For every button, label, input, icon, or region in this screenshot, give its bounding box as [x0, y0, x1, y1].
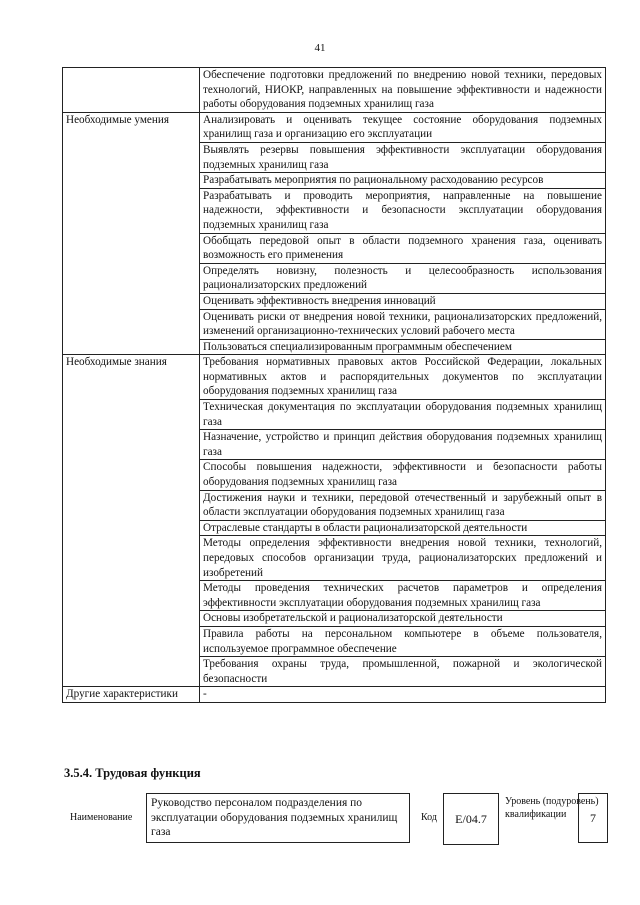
row-item: Основы изобретательской и рационализаторской деятельности	[200, 611, 606, 627]
row-item: Методы определения эффективности внедрения новой техники, технологий, передовых способов организации труда, рационализаторских предложений и изобретений	[200, 536, 606, 581]
row-item: Обеспечение подготовки предложений по внедрению новой техники, передовых технологий, НИОКР, направленных на повышение эффективности и надежности работы оборудования подземных хранилищ газа	[200, 68, 606, 113]
row-label	[63, 68, 200, 113]
row-item: Разрабатывать и проводить мероприятия, направленные на повышение надежности, эффективности и безопасности эксплуатации оборудования подземных хранилищ газа	[200, 188, 606, 233]
level-label: Уровень (подуровень) квалификации	[505, 796, 599, 820]
function-name-box: Руководство персоналом подразделения по эксплуатации оборудования подземных хранилищ газа	[146, 793, 410, 843]
row-item: Отраслевые стандарты в области рационализаторской деятельности	[200, 520, 606, 536]
row-item: Обобщать передовой опыт в области подземного хранения газа, оценивать возможность его применения	[200, 233, 606, 263]
level-box: 7	[578, 793, 608, 843]
section-title: 3.5.4. Трудовая функция	[64, 766, 201, 780]
row-item: Оценивать эффективность внедрения инноваций	[200, 293, 606, 309]
row-item: Требования нормативных правовых актов Российской Федерации, локальных нормативных актов и распорядительных документов по эксплуатации оборудования подземных хранилищ газа	[200, 355, 606, 400]
row-item: Техническая документация по эксплуатации оборудования подземных хранилищ газа	[200, 400, 606, 430]
code-label: Код	[421, 812, 437, 823]
page-number: 41	[314, 42, 326, 54]
row-item: Назначение, устройство и принцип действия оборудования подземных хранилищ газа	[200, 430, 606, 460]
row-item: Определять новизну, полезность и целесообразность использования рационализаторских предложений	[200, 263, 606, 293]
row-item: Способы повышения надежности, эффективности и безопасности работы оборудования подземных хранилищ газа	[200, 460, 606, 490]
row-label: Необходимые знания	[63, 355, 200, 687]
row-label: Другие характеристики	[63, 687, 200, 703]
row-item: Оценивать риски от внедрения новой техники, рационализаторских предложений, изменений организационно-технических условий рабочего места	[200, 309, 606, 339]
name-label: Наименование	[70, 812, 133, 823]
row-label: Необходимые умения	[63, 112, 200, 355]
table-row	[63, 112, 606, 142]
row-item: Анализировать и оценивать текущее состояние оборудования подземных хранилищ газа и организацию его эксплуатации	[200, 112, 606, 142]
table-row	[63, 355, 606, 400]
row-item: Методы проведения технических расчетов параметров и определения эффективности эксплуатации оборудования подземных хранилищ газа	[200, 581, 606, 611]
row-item: Правила работы на персональном компьютере в объеме пользователя, используемое программное обеспечение	[200, 626, 606, 656]
table-row	[63, 68, 606, 113]
row-item: Достижения науки и техники, передовой отечественный и зарубежный опыт в области эксплуатации оборудования подземных хранилищ газа	[200, 490, 606, 520]
row-item: Разрабатывать мероприятия по рациональному расходованию ресурсов	[200, 173, 606, 189]
row-item: Требования охраны труда, промышленной, пожарной и экологической безопасности	[200, 657, 606, 687]
row-item: -	[200, 687, 606, 703]
row-item: Выявлять резервы повышения эффективности эксплуатации оборудования подземных хранилищ газа	[200, 142, 606, 172]
row-item: Пользоваться специализированным программным обеспечением	[200, 339, 606, 355]
table-row	[63, 687, 606, 703]
code-box: E/04.7	[443, 793, 499, 845]
competency-table	[62, 67, 606, 703]
